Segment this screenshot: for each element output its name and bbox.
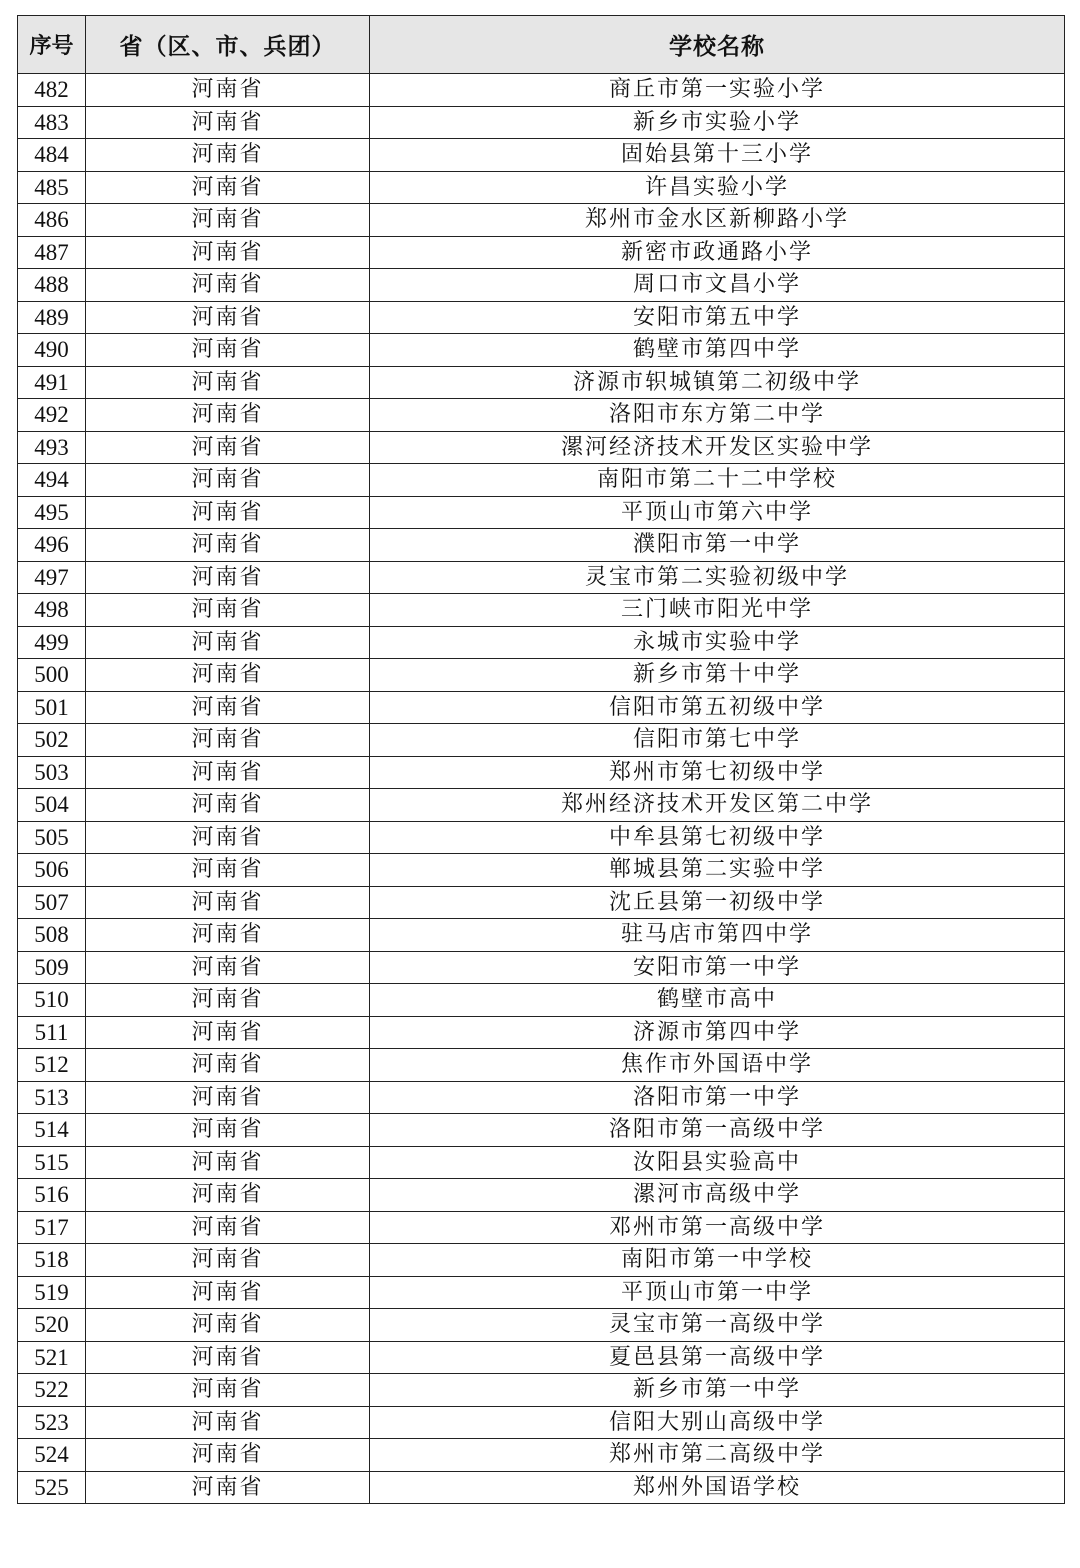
school-name-cell: 灵宝市第一高级中学 bbox=[370, 1309, 1065, 1342]
province-cell: 河南省 bbox=[86, 431, 370, 464]
header-serial-number: 序号 bbox=[18, 16, 86, 74]
province-cell: 河南省 bbox=[86, 139, 370, 172]
province-cell: 河南省 bbox=[86, 74, 370, 107]
table-row bbox=[18, 464, 1065, 497]
table-row bbox=[18, 1341, 1065, 1374]
table-row bbox=[18, 366, 1065, 399]
serial-number-cell: 497 bbox=[18, 561, 86, 594]
serial-number-cell: 502 bbox=[18, 724, 86, 757]
province-cell: 河南省 bbox=[86, 594, 370, 627]
serial-number-cell: 504 bbox=[18, 789, 86, 822]
province-cell: 河南省 bbox=[86, 496, 370, 529]
school-name-cell: 新乡市第一中学 bbox=[370, 1374, 1065, 1407]
serial-number-cell: 508 bbox=[18, 919, 86, 952]
school-name-cell: 信阳市第五初级中学 bbox=[370, 691, 1065, 724]
serial-number-cell: 500 bbox=[18, 659, 86, 692]
serial-number-cell: 490 bbox=[18, 334, 86, 367]
header-school-name: 学校名称 bbox=[370, 16, 1065, 74]
table-row bbox=[18, 399, 1065, 432]
table-row bbox=[18, 1016, 1065, 1049]
province-cell: 河南省 bbox=[86, 366, 370, 399]
province-cell: 河南省 bbox=[86, 1471, 370, 1504]
serial-number-cell: 485 bbox=[18, 171, 86, 204]
province-cell: 河南省 bbox=[86, 1374, 370, 1407]
serial-number-cell: 525 bbox=[18, 1471, 86, 1504]
serial-number-cell: 492 bbox=[18, 399, 86, 432]
school-list-sheet bbox=[17, 15, 1064, 1504]
serial-number-cell: 524 bbox=[18, 1439, 86, 1472]
province-cell: 河南省 bbox=[86, 951, 370, 984]
province-cell: 河南省 bbox=[86, 1016, 370, 1049]
table-row bbox=[18, 1244, 1065, 1277]
province-cell: 河南省 bbox=[86, 269, 370, 302]
school-list-table bbox=[17, 15, 1065, 1504]
serial-number-cell: 515 bbox=[18, 1146, 86, 1179]
serial-number-cell: 501 bbox=[18, 691, 86, 724]
serial-number-cell: 494 bbox=[18, 464, 86, 497]
province-cell: 河南省 bbox=[86, 529, 370, 562]
school-name-cell: 漯河经济技术开发区实验中学 bbox=[370, 431, 1065, 464]
school-name-cell: 郸城县第二实验中学 bbox=[370, 854, 1065, 887]
table-row bbox=[18, 1146, 1065, 1179]
province-cell: 河南省 bbox=[86, 1081, 370, 1114]
province-cell: 河南省 bbox=[86, 1406, 370, 1439]
table-header bbox=[18, 16, 1065, 74]
school-name-cell: 济源市第四中学 bbox=[370, 1016, 1065, 1049]
table-row bbox=[18, 1309, 1065, 1342]
province-cell: 河南省 bbox=[86, 106, 370, 139]
province-cell: 河南省 bbox=[86, 919, 370, 952]
serial-number-cell: 522 bbox=[18, 1374, 86, 1407]
table-row bbox=[18, 106, 1065, 139]
province-cell: 河南省 bbox=[86, 236, 370, 269]
table-row bbox=[18, 139, 1065, 172]
table-row bbox=[18, 919, 1065, 952]
school-name-cell: 汝阳县实验高中 bbox=[370, 1146, 1065, 1179]
serial-number-cell: 487 bbox=[18, 236, 86, 269]
table-row bbox=[18, 1114, 1065, 1147]
school-name-cell: 郑州经济技术开发区第二中学 bbox=[370, 789, 1065, 822]
school-name-cell: 新乡市第十中学 bbox=[370, 659, 1065, 692]
serial-number-cell: 521 bbox=[18, 1341, 86, 1374]
province-cell: 河南省 bbox=[86, 171, 370, 204]
province-cell: 河南省 bbox=[86, 1276, 370, 1309]
serial-number-cell: 496 bbox=[18, 529, 86, 562]
serial-number-cell: 489 bbox=[18, 301, 86, 334]
school-name-cell: 焦作市外国语中学 bbox=[370, 1049, 1065, 1082]
province-cell: 河南省 bbox=[86, 334, 370, 367]
province-cell: 河南省 bbox=[86, 204, 370, 237]
province-cell: 河南省 bbox=[86, 691, 370, 724]
school-name-cell: 平顶山市第六中学 bbox=[370, 496, 1065, 529]
header-province: 省（区、市、兵团） bbox=[86, 16, 370, 74]
school-name-cell: 南阳市第一中学校 bbox=[370, 1244, 1065, 1277]
table-row bbox=[18, 1049, 1065, 1082]
table-row bbox=[18, 691, 1065, 724]
serial-number-cell: 520 bbox=[18, 1309, 86, 1342]
table-row bbox=[18, 496, 1065, 529]
serial-number-cell: 482 bbox=[18, 74, 86, 107]
province-cell: 河南省 bbox=[86, 301, 370, 334]
table-row bbox=[18, 594, 1065, 627]
table-row bbox=[18, 789, 1065, 822]
table-row bbox=[18, 529, 1065, 562]
school-name-cell: 济源市轵城镇第二初级中学 bbox=[370, 366, 1065, 399]
serial-number-cell: 484 bbox=[18, 139, 86, 172]
school-name-cell: 新乡市实验小学 bbox=[370, 106, 1065, 139]
table-row bbox=[18, 269, 1065, 302]
serial-number-cell: 523 bbox=[18, 1406, 86, 1439]
serial-number-cell: 512 bbox=[18, 1049, 86, 1082]
serial-number-cell: 513 bbox=[18, 1081, 86, 1114]
school-name-cell: 鹤壁市高中 bbox=[370, 984, 1065, 1017]
table-row bbox=[18, 951, 1065, 984]
school-name-cell: 郑州市第二高级中学 bbox=[370, 1439, 1065, 1472]
table-row bbox=[18, 821, 1065, 854]
serial-number-cell: 503 bbox=[18, 756, 86, 789]
table-row bbox=[18, 1374, 1065, 1407]
table-row bbox=[18, 561, 1065, 594]
province-cell: 河南省 bbox=[86, 1179, 370, 1212]
province-cell: 河南省 bbox=[86, 724, 370, 757]
serial-number-cell: 517 bbox=[18, 1211, 86, 1244]
table-row bbox=[18, 724, 1065, 757]
table-row bbox=[18, 626, 1065, 659]
province-cell: 河南省 bbox=[86, 464, 370, 497]
table-row bbox=[18, 1439, 1065, 1472]
province-cell: 河南省 bbox=[86, 1211, 370, 1244]
table-row bbox=[18, 854, 1065, 887]
serial-number-cell: 507 bbox=[18, 886, 86, 919]
table-row bbox=[18, 1276, 1065, 1309]
serial-number-cell: 493 bbox=[18, 431, 86, 464]
table-row bbox=[18, 431, 1065, 464]
province-cell: 河南省 bbox=[86, 854, 370, 887]
table-row bbox=[18, 301, 1065, 334]
school-name-cell: 中牟县第七初级中学 bbox=[370, 821, 1065, 854]
province-cell: 河南省 bbox=[86, 789, 370, 822]
province-cell: 河南省 bbox=[86, 1309, 370, 1342]
school-name-cell: 洛阳市东方第二中学 bbox=[370, 399, 1065, 432]
table-body bbox=[18, 74, 1065, 1504]
school-name-cell: 固始县第十三小学 bbox=[370, 139, 1065, 172]
school-name-cell: 郑州外国语学校 bbox=[370, 1471, 1065, 1504]
serial-number-cell: 511 bbox=[18, 1016, 86, 1049]
serial-number-cell: 499 bbox=[18, 626, 86, 659]
school-name-cell: 漯河市高级中学 bbox=[370, 1179, 1065, 1212]
school-name-cell: 三门峡市阳光中学 bbox=[370, 594, 1065, 627]
serial-number-cell: 509 bbox=[18, 951, 86, 984]
serial-number-cell: 506 bbox=[18, 854, 86, 887]
province-cell: 河南省 bbox=[86, 1049, 370, 1082]
school-name-cell: 洛阳市第一中学 bbox=[370, 1081, 1065, 1114]
header-row bbox=[18, 16, 1065, 74]
serial-number-cell: 519 bbox=[18, 1276, 86, 1309]
province-cell: 河南省 bbox=[86, 626, 370, 659]
school-name-cell: 周口市文昌小学 bbox=[370, 269, 1065, 302]
province-cell: 河南省 bbox=[86, 821, 370, 854]
school-name-cell: 洛阳市第一高级中学 bbox=[370, 1114, 1065, 1147]
school-name-cell: 信阳大别山高级中学 bbox=[370, 1406, 1065, 1439]
serial-number-cell: 488 bbox=[18, 269, 86, 302]
table-row bbox=[18, 756, 1065, 789]
serial-number-cell: 495 bbox=[18, 496, 86, 529]
table-row bbox=[18, 1211, 1065, 1244]
table-row bbox=[18, 984, 1065, 1017]
table-row bbox=[18, 886, 1065, 919]
table-row bbox=[18, 1471, 1065, 1504]
school-name-cell: 郑州市金水区新柳路小学 bbox=[370, 204, 1065, 237]
serial-number-cell: 486 bbox=[18, 204, 86, 237]
province-cell: 河南省 bbox=[86, 1439, 370, 1472]
province-cell: 河南省 bbox=[86, 659, 370, 692]
province-cell: 河南省 bbox=[86, 1244, 370, 1277]
school-name-cell: 邓州市第一高级中学 bbox=[370, 1211, 1065, 1244]
province-cell: 河南省 bbox=[86, 561, 370, 594]
school-name-cell: 夏邑县第一高级中学 bbox=[370, 1341, 1065, 1374]
school-name-cell: 永城市实验中学 bbox=[370, 626, 1065, 659]
serial-number-cell: 514 bbox=[18, 1114, 86, 1147]
school-name-cell: 沈丘县第一初级中学 bbox=[370, 886, 1065, 919]
serial-number-cell: 491 bbox=[18, 366, 86, 399]
school-name-cell: 驻马店市第四中学 bbox=[370, 919, 1065, 952]
table-row bbox=[18, 659, 1065, 692]
school-name-cell: 濮阳市第一中学 bbox=[370, 529, 1065, 562]
serial-number-cell: 505 bbox=[18, 821, 86, 854]
table-row bbox=[18, 1406, 1065, 1439]
school-name-cell: 安阳市第一中学 bbox=[370, 951, 1065, 984]
school-name-cell: 新密市政通路小学 bbox=[370, 236, 1065, 269]
table-row bbox=[18, 1179, 1065, 1212]
school-name-cell: 商丘市第一实验小学 bbox=[370, 74, 1065, 107]
school-name-cell: 南阳市第二十二中学校 bbox=[370, 464, 1065, 497]
province-cell: 河南省 bbox=[86, 1146, 370, 1179]
serial-number-cell: 498 bbox=[18, 594, 86, 627]
table-row bbox=[18, 74, 1065, 107]
table-row bbox=[18, 236, 1065, 269]
province-cell: 河南省 bbox=[86, 1341, 370, 1374]
serial-number-cell: 483 bbox=[18, 106, 86, 139]
school-name-cell: 灵宝市第二实验初级中学 bbox=[370, 561, 1065, 594]
serial-number-cell: 516 bbox=[18, 1179, 86, 1212]
serial-number-cell: 510 bbox=[18, 984, 86, 1017]
serial-number-cell: 518 bbox=[18, 1244, 86, 1277]
table-row bbox=[18, 204, 1065, 237]
province-cell: 河南省 bbox=[86, 1114, 370, 1147]
table-row bbox=[18, 334, 1065, 367]
school-name-cell: 信阳市第七中学 bbox=[370, 724, 1065, 757]
province-cell: 河南省 bbox=[86, 984, 370, 1017]
school-name-cell: 郑州市第七初级中学 bbox=[370, 756, 1065, 789]
school-name-cell: 平顶山市第一中学 bbox=[370, 1276, 1065, 1309]
province-cell: 河南省 bbox=[86, 886, 370, 919]
province-cell: 河南省 bbox=[86, 399, 370, 432]
table-row bbox=[18, 1081, 1065, 1114]
school-name-cell: 许昌实验小学 bbox=[370, 171, 1065, 204]
school-name-cell: 鹤壁市第四中学 bbox=[370, 334, 1065, 367]
province-cell: 河南省 bbox=[86, 756, 370, 789]
table-row bbox=[18, 171, 1065, 204]
school-name-cell: 安阳市第五中学 bbox=[370, 301, 1065, 334]
